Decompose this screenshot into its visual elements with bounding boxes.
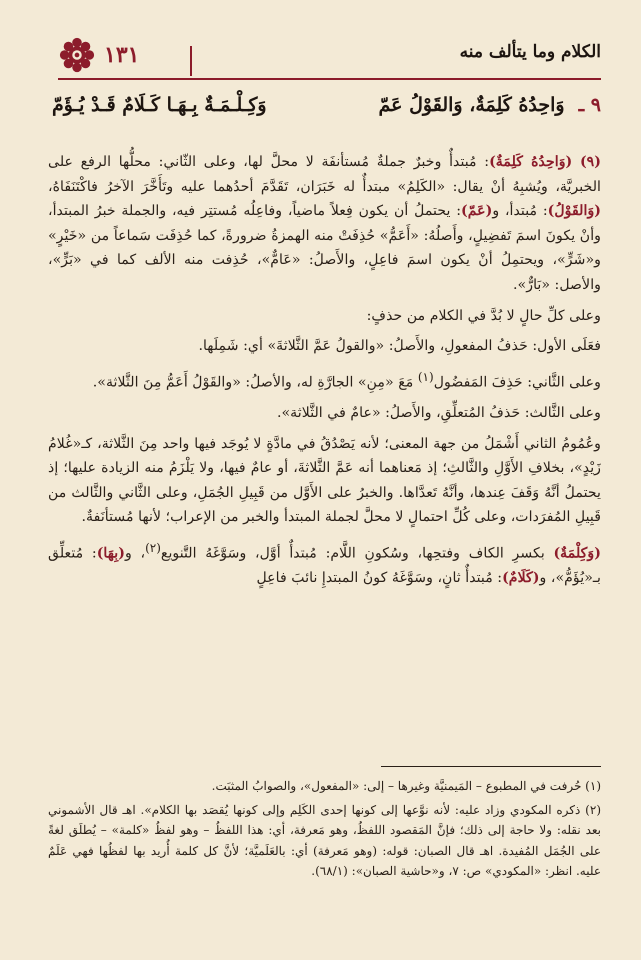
footnote-divider — [381, 766, 601, 767]
commentary-number: (٩) — [579, 154, 601, 170]
rosette-ornament-icon — [58, 36, 96, 74]
paragraph-text: : مُبتدأٌ ثانٍ، وسَوَّغَهُ كونُ المبتدإِ نائبَ فاعِلٍ — [256, 570, 503, 587]
paragraph-text: مَعَ «مِنِ» الجارَّةِ له، والأصلُ: «والقَوْلُ أَعَمُّ مِنَ الثَّلاثة». — [92, 374, 418, 391]
paragraph-4 — [48, 365, 601, 395]
paragraph-text: : مُتعلِّق بـ«يُؤَمُّ»، و — [48, 545, 601, 587]
footnote-marker[interactable]: (٢) — [145, 541, 161, 556]
footnote-1: (١) حُرفت في المطبوع – المَيمنيَّة وغيرها – إلى: «المفعول»، والصوابُ المثبَت. — [211, 779, 601, 793]
footnote-2: (٢) ذكره المكودي وزاد عليه: لأنه نوَّعها إلى كونها إحدى الكَلِم وإلى كونها يُقصَد بها الكلام». اهـ قال الأشموني بعد نقله: ولا حاجة إلى ذلك؛ فإنَّ المَقصود اللفظُ، وهو مَعرفة، أي: هذا اللفظُ – وهو لفظُ «كلمة» – يُطلَق لغةً على الجُمَل المُفيدة. اهـ قال الصبان: قوله: (وهو مَعرفة) أي: بالعَلَميَّة؛ لأنَّ كل كلمة أُريد بها لفظُها فهي عَلَمٌ عليه. انظر: «المكودي» ص: ٧، و«حاشية الصبان»: (٦٨/١). — [48, 802, 601, 878]
header-divider — [168, 46, 192, 76]
paragraph-1 — [48, 150, 601, 298]
verse-first-hemistich: وَاحِدُهُ كَلِمَةٌ، وَالقَوْلُ عَمّ — [378, 94, 565, 116]
commentary-heading: (عَمّ) — [461, 203, 493, 220]
page-number-badge — [58, 36, 139, 74]
paragraph-7 — [48, 536, 601, 591]
footnote-marker[interactable]: (١) — [417, 369, 434, 384]
commentary-heading: (وَالقَوْلُ) — [547, 203, 602, 220]
paragraph-3: فعَلَى الأول: حَذفُ المفعولِ، والأَصلُ: «والقولُ عَمَّ الثَّلاثةَ» أي: شَمِلَها. — [198, 338, 601, 355]
commentary-heading: (بِهَا) — [96, 545, 125, 562]
paragraph-text: ، و — [124, 545, 146, 562]
paragraph-2: وعلى كلِّ حالٍ لا بُدَّ في الكلام من حذفٍ: — [366, 307, 601, 324]
chapter-title: الكلام وما يتألف منه — [459, 42, 601, 62]
verse-line — [52, 88, 601, 122]
commentary-heading: (وَاحِدُهُ كَلِمَةٌ) — [489, 154, 573, 170]
page-number: ١٣١ — [104, 42, 140, 68]
paragraph-5: وعلى الثَّالث: حَذفُ المُتعلِّقِ، والأَصلُ: «عامٌ في الثَّلاثة». — [276, 405, 601, 422]
paragraph-text: : مُبتدأ، و — [492, 203, 548, 220]
commentary-heading: (وَكِلْمَةٌ) — [553, 545, 601, 562]
commentary-heading: (كَلَامٌ) — [502, 570, 540, 587]
footnotes — [48, 776, 601, 885]
paragraph-text: : يحتملُ أن يكون فِعلاً ماضياً، وفاعِلُه مُستتِر فيه، والجملة خبرُ المبتدأ، وأنْ يكونَ اسمَ تَفضِيلٍ، وأَصلُهُ: «أَعَمُّ» حُذِفَتْ منه الهمزةُ ضرورةً، كما حُذِفَت سَماعاً من «خَيْرٍ» و«شَرٍّ»، ويحتمِلُ أنْ يكون اسمَ فاعِلٍ، والأَصلُ: «عَامٌّ»، حُذِفت منه الألف كما في «بَرٍّ»، والأصل: «بَارٌّ». — [48, 203, 601, 293]
paragraph-text: : مُبتدأٌ وخبرٌ جملةٌ مُستأنفَة لا محلَّ لها، وعلى الثّاني: محلُّها الرفع على الخبريَّة، ويُشبِهُ أنْ يقال: «الكَلِمُ» مبتدأٌ له خَبَرَان، تَقَدَّمَ أحدُهما عليه وتَأَخَّرَ الآخرُ فاكْتَنَفَاهُ، — [48, 154, 601, 195]
paragraph-text: بكسرِ الكاف وفتحِها، وسُكونِ اللَّام: مُبتدأٌ أوَّل، وسَوَّغَهُ التَّنويع — [160, 545, 554, 562]
paragraph-text: وعلى الثَّاني: حَذِفَ المَفضُول — [433, 374, 601, 391]
page-header — [58, 34, 601, 80]
commentary-body — [48, 150, 601, 597]
paragraph-6: وعُمُومُ الثاني أَشْمَلُ من جهة المعنى؛ لأنه يَصْدُقُ في مادَّةٍ لا يُوجَد فيها واحد مِنَ الثَّلاثة، كـ«غُلامُ زَيْدٍ»، بخلافِ الأَوَّلِ والثَّالثِ؛ إذ مَعناهما أنه عَمَّ الثَّلاثةَ، أو عامٌ فيها، ولا يَلْزَمُ منه الزيادة عليها؛ إذ يحتملُ أنَّهُ وَقَفَ عِندها، وأنَّهُ تَعدَّاها. والخبرُ على الأَوَّل من قَبِيلِ الجُمَلِ، وعلى الثَّاني والثَّالث من قَبِيلِ المُفرَدات، وعلى كُلِّ احتمالٍ لا محلَّ لجملة المبتدأ والخبر من الإعراب؛ لأنها مُستأنَفةٌ. — [48, 435, 601, 526]
verse-second-hemistich: وَكِـلْـمَـةٌ بِـهَـا كَـلَامٌ قَـدْ يُـؤَمّ — [52, 94, 267, 116]
verse-number: ٩ ـ — [578, 94, 601, 116]
